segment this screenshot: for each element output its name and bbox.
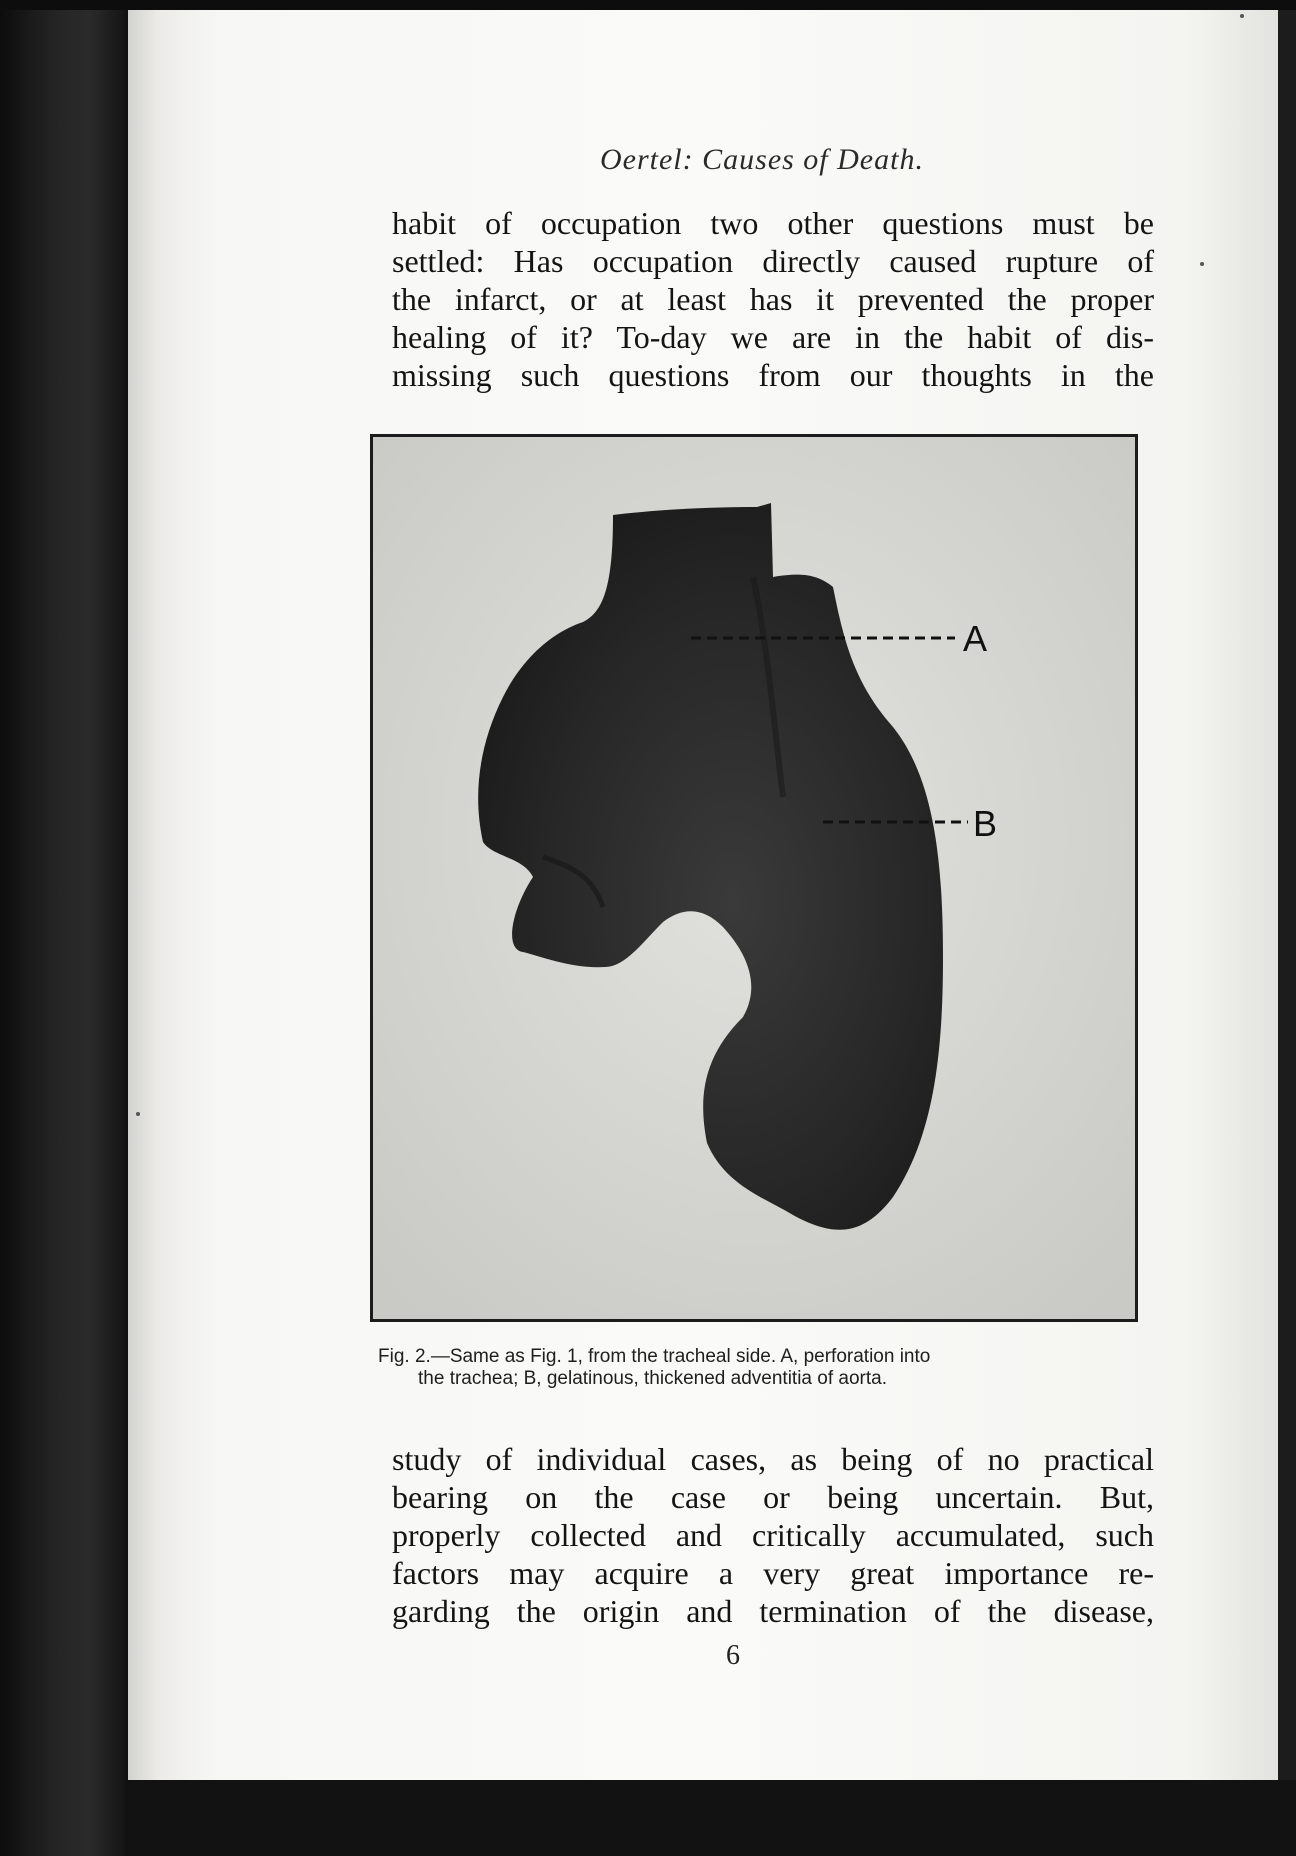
text-line: the infarct, or at least has it prevented the proper bbox=[392, 281, 1154, 317]
scan-speck bbox=[136, 1112, 140, 1116]
caption-fig-label: Fig. 2. bbox=[378, 1346, 431, 1367]
specimen-photograph bbox=[373, 437, 1135, 1319]
text-line: factors may acquire a very great importance re- bbox=[392, 1555, 1154, 1591]
figure-caption bbox=[378, 1346, 1142, 1390]
bottom-paragraph bbox=[392, 1440, 1154, 1630]
specimen-figure bbox=[370, 434, 1138, 1322]
text-line: study of individual cases, as being of no practical bbox=[392, 1441, 1154, 1477]
caption-line-1 bbox=[378, 1346, 1142, 1368]
text-line: habit of occupation two other questions must be bbox=[392, 205, 1154, 241]
scan-right-border bbox=[1278, 10, 1296, 1856]
caption-line-1-text: —Same as Fig. 1, from the tracheal side. A, perforation into bbox=[430, 1346, 931, 1367]
book-binding-edge bbox=[0, 10, 128, 1856]
text-line: properly collected and critically accumulated, such bbox=[392, 1517, 1154, 1553]
scan-speck bbox=[1200, 262, 1204, 266]
running-head: Oertel: Causes of Death. bbox=[600, 143, 924, 176]
scan-top-border bbox=[0, 0, 1296, 10]
text-line: garding the origin and termination of the disease, bbox=[392, 1593, 1154, 1629]
text-line: bearing on the case or being uncertain. But, bbox=[392, 1479, 1154, 1515]
text-line: healing of it? To-day we are in the habit of dis- bbox=[392, 319, 1154, 355]
label-b: B bbox=[973, 803, 998, 844]
label-a: A bbox=[963, 618, 988, 659]
scan-speck bbox=[1240, 14, 1244, 18]
text-line: settled: Has occupation directly caused rupture of bbox=[392, 243, 1154, 279]
top-paragraph bbox=[392, 204, 1154, 394]
scan-bottom-border bbox=[128, 1780, 1296, 1856]
page-number: 6 bbox=[726, 1640, 740, 1671]
caption-line-2: the trachea; B, gelatinous, thickened adventitia of aorta. bbox=[418, 1368, 887, 1389]
text-line: missing such questions from our thoughts in the bbox=[392, 357, 1154, 393]
